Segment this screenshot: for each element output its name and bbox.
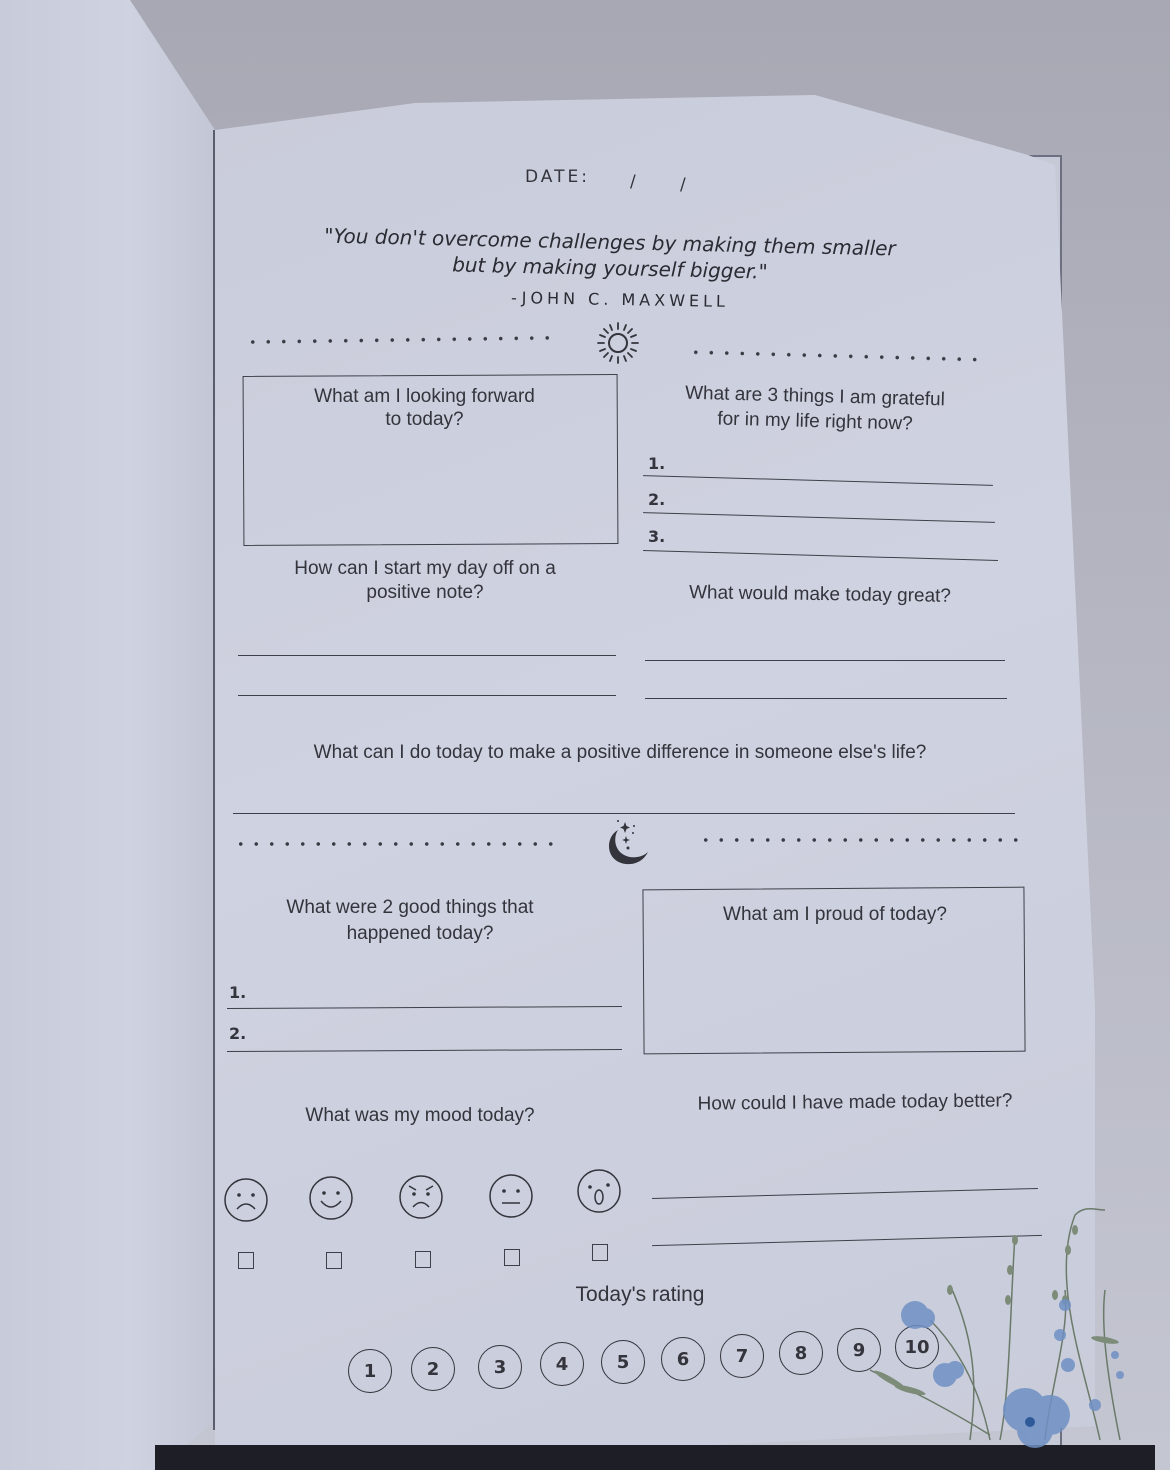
surprised-face-icon [576,1168,622,1214]
grateful-line-2: for in my life right now? [717,408,913,435]
rating-3[interactable]: 3 [478,1345,522,1389]
sun-icon [595,320,641,366]
difference-input[interactable] [233,813,1015,814]
quote-line-2: but by making yourself bigger." [451,252,769,284]
positive-start-input-1[interactable] [238,655,616,656]
quote-line-1: "You don't overcome challenges by making them smaller [324,223,896,261]
rating-1[interactable]: 1 [348,1349,392,1393]
good-things-line-1: What were 2 good things that [286,897,534,918]
divider-dots-left-evening [233,842,558,846]
make-great-label: What would make today great? [688,582,952,607]
rating-8[interactable]: 8 [779,1331,823,1375]
good-num-1: 1. [229,983,247,1002]
good-num-2: 2. [229,1024,247,1043]
rating-label: Today's rating [575,1283,705,1306]
grateful-num-1: 1. [648,454,666,473]
grateful-num-2: 2. [648,490,666,509]
mood-checkbox-happy[interactable] [326,1252,342,1269]
neutral-face-icon [488,1173,534,1219]
looking-forward-line-2: to today? [385,409,464,430]
moon-stars-icon [598,818,654,870]
rating-7[interactable]: 7 [720,1334,764,1378]
rating-10[interactable]: 10 [895,1325,939,1369]
make-great-input-1[interactable] [645,660,1005,661]
mood-label: What was my mood today? [305,1105,535,1126]
quote-author: -JOHN C. MAXWELL [510,288,730,311]
happy-face-icon [308,1175,354,1221]
positive-start-line-1: How can I start my day off on a [294,558,556,579]
rating-6[interactable]: 6 [661,1337,705,1381]
make-great-input-2[interactable] [645,698,1007,699]
sad-face-icon [223,1177,269,1223]
angry-face-icon [398,1174,444,1220]
date-sep-1: / [630,172,639,192]
mood-checkbox-surprised[interactable] [592,1244,608,1261]
rating-2[interactable]: 2 [411,1347,455,1391]
mood-checkbox-neutral[interactable] [504,1249,520,1266]
date-sep-2: / [680,175,689,195]
looking-forward-line-1: What am I looking forward [314,386,535,407]
mood-checkbox-sad[interactable] [238,1252,254,1269]
positive-start-line-2: positive note? [366,582,484,603]
rating-5[interactable]: 5 [601,1340,645,1384]
date-label: DATE: [525,167,590,187]
spine [213,130,215,1430]
good-things-line-2: happened today? [346,923,494,944]
proud-label: What am I proud of today? [723,904,947,925]
divider-dots-right-evening [698,838,1020,842]
floral-decoration-icon [860,1190,1160,1450]
mood-checkbox-angry[interactable] [415,1251,431,1268]
grateful-num-3: 3. [648,527,666,546]
rating-4[interactable]: 4 [540,1342,584,1386]
positive-start-input-2[interactable] [238,695,616,696]
difference-label: What can I do today to make a positive difference in someone else's life? [313,742,927,763]
better-label: How could I have made today better? [697,1090,1013,1115]
rating-9[interactable]: 9 [837,1328,881,1372]
left-page [0,0,215,1470]
grateful-line-1: What are 3 things I am grateful [684,382,946,411]
